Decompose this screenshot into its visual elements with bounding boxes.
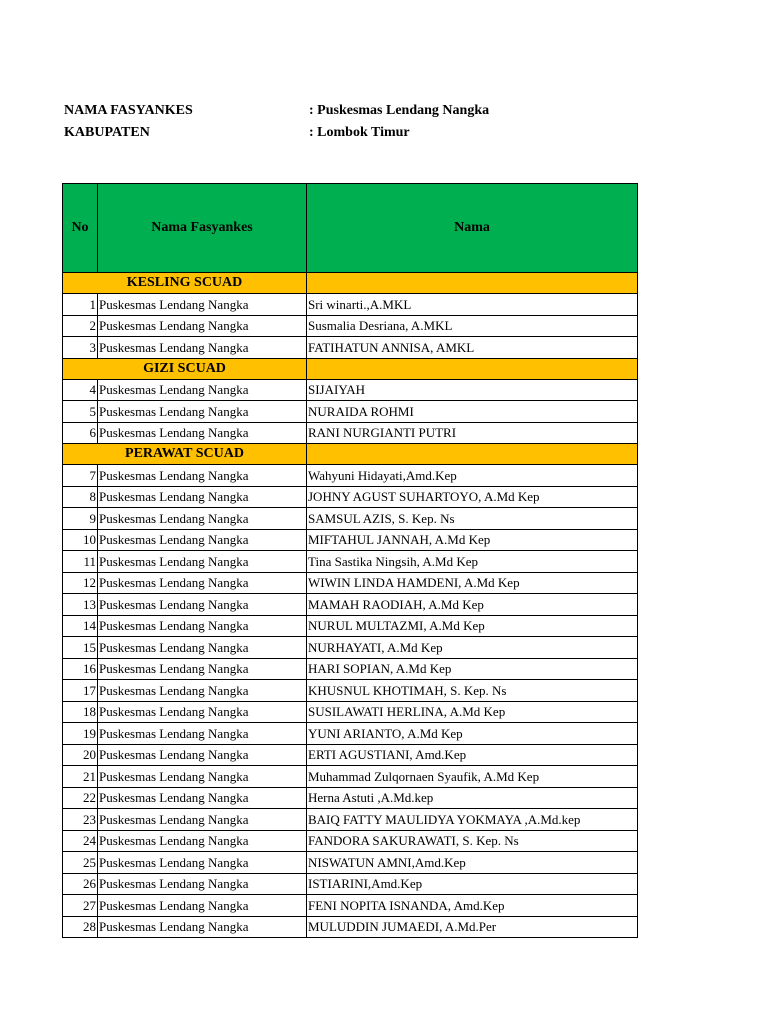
fasyankes-cell: Puskesmas Lendang Nangka xyxy=(98,615,307,637)
fasyankes-cell: Puskesmas Lendang Nangka xyxy=(98,422,307,444)
nama-cell: Muhammad Zulqornaen Syaufik, A.Md Kep xyxy=(307,766,638,788)
nama-cell: WIWIN LINDA HAMDENI, A.Md Kep xyxy=(307,572,638,594)
section-title: GIZI SCUAD xyxy=(63,358,307,379)
table-row xyxy=(63,701,638,723)
nama-cell: Susmalia Desriana, A.MKL xyxy=(307,315,638,337)
row-number-cell: 9 xyxy=(63,508,98,530)
fasyankes-cell: Puskesmas Lendang Nangka xyxy=(98,486,307,508)
fasyankes-cell: Puskesmas Lendang Nangka xyxy=(98,680,307,702)
fasyankes-cell: Puskesmas Lendang Nangka xyxy=(98,508,307,530)
fasyankes-cell: Puskesmas Lendang Nangka xyxy=(98,401,307,423)
column-header-fasyankes: Nama Fasyankes xyxy=(98,184,307,273)
row-number-cell: 16 xyxy=(63,658,98,680)
column-header-no: No xyxy=(63,184,98,273)
nama-cell: NURHAYATI, A.Md Kep xyxy=(307,637,638,659)
section-empty-cell xyxy=(307,273,638,294)
table-row xyxy=(63,315,638,337)
row-number-cell: 18 xyxy=(63,701,98,723)
fasyankes-cell: Puskesmas Lendang Nangka xyxy=(98,658,307,680)
nama-cell: FANDORA SAKURAWATI, S. Kep. Ns xyxy=(307,830,638,852)
fasyankes-cell: Puskesmas Lendang Nangka xyxy=(98,529,307,551)
section-empty-cell xyxy=(307,444,638,465)
fasyankes-cell: Puskesmas Lendang Nangka xyxy=(98,852,307,874)
table-row xyxy=(63,873,638,895)
nama-cell: KHUSNUL KHOTIMAH, S. Kep. Ns xyxy=(307,680,638,702)
nama-cell: MULUDDIN JUMAEDI, A.Md.Per xyxy=(307,916,638,938)
table-row xyxy=(63,508,638,530)
table-row xyxy=(63,916,638,938)
fasyankes-label: NAMA FASYANKES xyxy=(64,103,193,118)
table-row xyxy=(63,572,638,594)
row-number-cell: 5 xyxy=(63,401,98,423)
row-number-cell: 14 xyxy=(63,615,98,637)
nama-cell: Sri winarti.,A.MKL xyxy=(307,294,638,316)
fasyankes-cell: Puskesmas Lendang Nangka xyxy=(98,787,307,809)
table-row xyxy=(63,529,638,551)
nama-cell: SUSILAWATI HERLINA, A.Md Kep xyxy=(307,701,638,723)
row-number-cell: 25 xyxy=(63,852,98,874)
nama-cell: YUNI ARIANTO, A.Md Kep xyxy=(307,723,638,745)
fasyankes-cell: Puskesmas Lendang Nangka xyxy=(98,809,307,831)
row-number-cell: 4 xyxy=(63,379,98,401)
row-number-cell: 12 xyxy=(63,572,98,594)
nama-cell: NURUL MULTAZMI, A.Md Kep xyxy=(307,615,638,637)
fasyankes-cell: Puskesmas Lendang Nangka xyxy=(98,572,307,594)
kabupaten-label: KABUPATEN xyxy=(64,125,150,140)
row-number-cell: 23 xyxy=(63,809,98,831)
kabupaten-value: : Lombok Timur xyxy=(309,125,410,140)
table-row xyxy=(63,830,638,852)
nama-cell: SAMSUL AZIS, S. Kep. Ns xyxy=(307,508,638,530)
fasyankes-cell: Puskesmas Lendang Nangka xyxy=(98,337,307,359)
row-number-cell: 21 xyxy=(63,766,98,788)
row-number-cell: 8 xyxy=(63,486,98,508)
fasyankes-cell: Puskesmas Lendang Nangka xyxy=(98,379,307,401)
row-number-cell: 27 xyxy=(63,895,98,917)
fasyankes-cell: Puskesmas Lendang Nangka xyxy=(98,294,307,316)
nama-cell: FATIHATUN ANNISA, AMKL xyxy=(307,337,638,359)
nama-cell: ERTI AGUSTIANI, Amd.Kep xyxy=(307,744,638,766)
nama-cell: MIFTAHUL JANNAH, A.Md Kep xyxy=(307,529,638,551)
row-number-cell: 15 xyxy=(63,637,98,659)
row-number-cell: 19 xyxy=(63,723,98,745)
row-number-cell: 7 xyxy=(63,465,98,487)
nama-cell: NURAIDA ROHMI xyxy=(307,401,638,423)
row-number-cell: 24 xyxy=(63,830,98,852)
row-number-cell: 13 xyxy=(63,594,98,616)
row-number-cell: 10 xyxy=(63,529,98,551)
fasyankes-cell: Puskesmas Lendang Nangka xyxy=(98,701,307,723)
table-row xyxy=(63,486,638,508)
table-body xyxy=(63,273,638,938)
row-number-cell: 1 xyxy=(63,294,98,316)
table-row xyxy=(63,658,638,680)
fasyankes-value: : Puskesmas Lendang Nangka xyxy=(309,103,490,118)
table-row xyxy=(63,379,638,401)
nama-cell: Herna Astuti ,A.Md.kep xyxy=(307,787,638,809)
fasyankes-cell: Puskesmas Lendang Nangka xyxy=(98,766,307,788)
fasyankes-cell: Puskesmas Lendang Nangka xyxy=(98,895,307,917)
row-number-cell: 20 xyxy=(63,744,98,766)
staff-table xyxy=(62,183,638,938)
row-number-cell: 28 xyxy=(63,916,98,938)
table-row xyxy=(63,680,638,702)
nama-cell: Tina Sastika Ningsih, A.Md Kep xyxy=(307,551,638,573)
row-number-cell: 26 xyxy=(63,873,98,895)
section-row xyxy=(63,358,638,379)
fasyankes-cell: Puskesmas Lendang Nangka xyxy=(98,830,307,852)
table-header-row xyxy=(63,184,638,273)
table-row xyxy=(63,337,638,359)
table-row xyxy=(63,809,638,831)
row-number-cell: 17 xyxy=(63,680,98,702)
nama-cell: JOHNY AGUST SUHARTOYO, A.Md Kep xyxy=(307,486,638,508)
nama-cell: FENI NOPITA ISNANDA, Amd.Kep xyxy=(307,895,638,917)
table-row xyxy=(63,551,638,573)
section-empty-cell xyxy=(307,358,638,379)
table-row xyxy=(63,723,638,745)
row-number-cell: 22 xyxy=(63,787,98,809)
section-title: KESLING SCUAD xyxy=(63,273,307,294)
nama-cell: HARI SOPIAN, A.Md Kep xyxy=(307,658,638,680)
section-row xyxy=(63,273,638,294)
row-number-cell: 2 xyxy=(63,315,98,337)
table-row xyxy=(63,422,638,444)
row-number-cell: 11 xyxy=(63,551,98,573)
nama-cell: RANI NURGIANTI PUTRI xyxy=(307,422,638,444)
table-row xyxy=(63,787,638,809)
table-row xyxy=(63,852,638,874)
nama-cell: SIJAIYAH xyxy=(307,379,638,401)
nama-cell: NISWATUN AMNI,Amd.Kep xyxy=(307,852,638,874)
fasyankes-cell: Puskesmas Lendang Nangka xyxy=(98,315,307,337)
table-row xyxy=(63,615,638,637)
row-number-cell: 6 xyxy=(63,422,98,444)
fasyankes-cell: Puskesmas Lendang Nangka xyxy=(98,637,307,659)
fasyankes-cell: Puskesmas Lendang Nangka xyxy=(98,744,307,766)
table-row xyxy=(63,594,638,616)
column-header-nama: Nama xyxy=(307,184,638,273)
fasyankes-cell: Puskesmas Lendang Nangka xyxy=(98,551,307,573)
nama-cell: BAIQ FATTY MAULIDYA YOKMAYA ,A.Md.kep xyxy=(307,809,638,831)
table-row xyxy=(63,465,638,487)
nama-cell: ISTIARINI,Amd.Kep xyxy=(307,873,638,895)
fasyankes-cell: Puskesmas Lendang Nangka xyxy=(98,465,307,487)
table-row xyxy=(63,766,638,788)
section-title: PERAWAT SCUAD xyxy=(63,444,307,465)
table-row xyxy=(63,294,638,316)
table-row xyxy=(63,637,638,659)
nama-cell: MAMAH RAODIAH, A.Md Kep xyxy=(307,594,638,616)
fasyankes-cell: Puskesmas Lendang Nangka xyxy=(98,594,307,616)
table-row xyxy=(63,744,638,766)
fasyankes-cell: Puskesmas Lendang Nangka xyxy=(98,723,307,745)
table-row xyxy=(63,895,638,917)
fasyankes-cell: Puskesmas Lendang Nangka xyxy=(98,873,307,895)
nama-cell: Wahyuni Hidayati,Amd.Kep xyxy=(307,465,638,487)
table-row xyxy=(63,401,638,423)
fasyankes-cell: Puskesmas Lendang Nangka xyxy=(98,916,307,938)
section-row xyxy=(63,444,638,465)
row-number-cell: 3 xyxy=(63,337,98,359)
